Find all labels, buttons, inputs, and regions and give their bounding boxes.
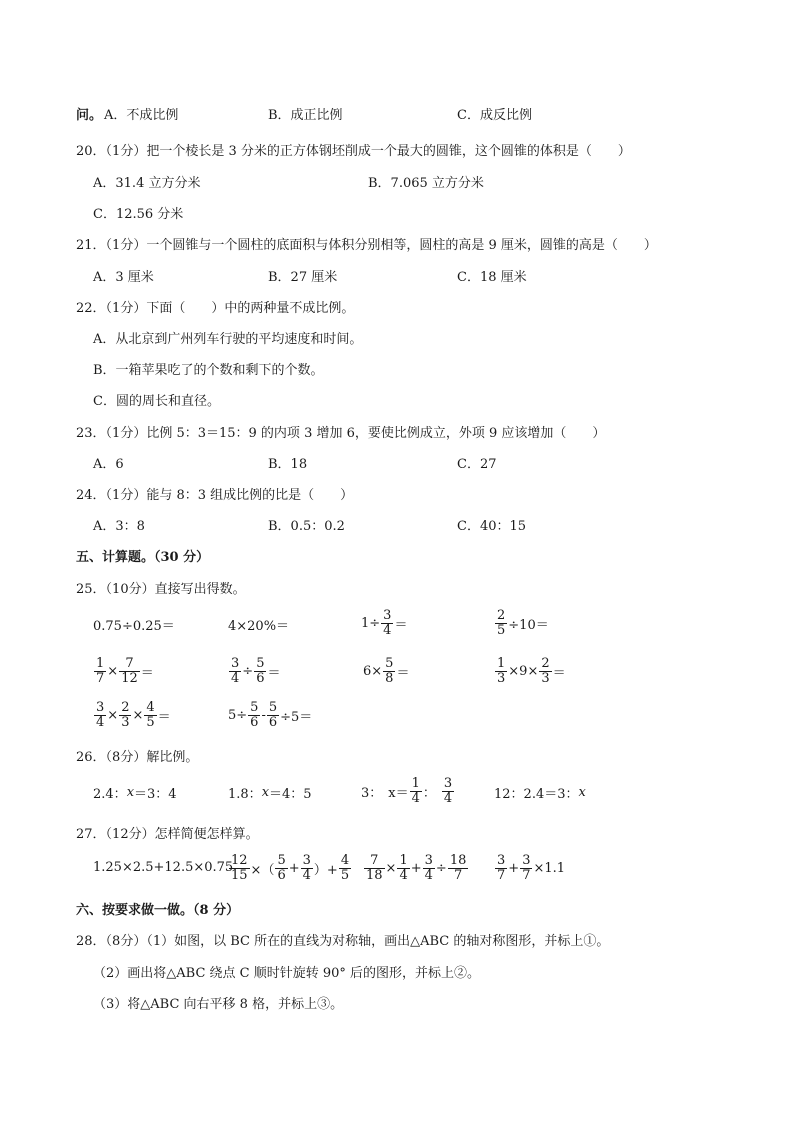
- q19-option-c: C．成反比例: [457, 108, 532, 123]
- section-5-heading: 五、计算题。（30 分）: [76, 550, 210, 565]
- fraction: $\frac{2}{3}$: [121, 700, 130, 730]
- q21-stem: 21．（1分）一个圆锥与一个圆柱的底面积与体积分别相等，圆柱的高是 9 厘米，圆锥的高是（ ）: [76, 238, 657, 253]
- q19-option-b: B．成正比例: [268, 108, 343, 123]
- q26-expr-3: 3： x＝ $\frac{1}{4}$ ： $\frac{3}{4}$: [361, 776, 453, 806]
- fraction: $\frac{7}{18}$: [366, 853, 383, 883]
- fraction: $\frac{4}{5}$: [340, 853, 350, 883]
- q20-option-a: A．31.4 立方分米: [93, 176, 201, 191]
- fraction: $\frac{2}{3}$: [541, 656, 550, 686]
- fraction: $\frac{3}{4}$: [443, 776, 453, 806]
- q24-option-a: A．3：8: [93, 519, 145, 534]
- q20-option-b: B．7.065 立方分米: [368, 176, 484, 191]
- q20-option-c: C．12.56 分米: [93, 207, 184, 222]
- q28-part-2: （2）画出将△ABC 绕点 C 顺时针旋转 90° 后的图形，并标上②。: [93, 966, 481, 981]
- fraction: $\frac{5}{6}$: [256, 656, 265, 686]
- q23-option-a: A．6: [93, 457, 124, 472]
- fraction: $\frac{18}{7}$: [449, 853, 467, 883]
- q25-expr-7: 6× $\frac{5}{8}$ ＝: [363, 656, 410, 686]
- fraction: $\frac{3}{4}$: [302, 853, 311, 883]
- q26-expr-4: 12：2.4＝3： x: [494, 785, 586, 802]
- q22-option-c: C．圆的周长和直径。: [93, 394, 220, 409]
- q25-stem: 25．（10分）直接写出得数。: [76, 582, 246, 597]
- fraction: $\frac{5}{6}$: [250, 700, 259, 730]
- fraction: $\frac{4}{5}$: [146, 700, 155, 730]
- fraction: $\frac{3}{4}$: [231, 656, 240, 686]
- q27-expr-2: $\frac{12}{15}$ ×（ $\frac{5}{6}$ + $\frac{3}{4}$ ）+ $\frac{4}{5}$: [231, 853, 350, 883]
- q26-expr-1: 2.4： x ＝3：4: [93, 785, 177, 802]
- q28-part-1: 28．（8分）（1）如图，以 BC 所在的直线为对称轴，画出△ABC 的轴对称图形，并标上①。: [76, 934, 610, 949]
- fraction: $\frac{3}{4}$: [383, 608, 392, 638]
- q27-expr-3: $\frac{7}{18}$ × $\frac{1}{4}$ + $\frac{3}{4}$ ÷ $\frac{18}{7}$: [366, 853, 467, 883]
- fraction: $\frac{3}{7}$: [522, 853, 531, 883]
- q27-expr-1: 1.25×2.5+12.5×0.75: [93, 860, 234, 875]
- fraction: $\frac{2}{5}$: [497, 608, 506, 638]
- q21-option-b: B．27 厘米: [268, 270, 338, 285]
- fraction: $\frac{5}{8}$: [385, 656, 394, 686]
- q25-expr-4: $\frac{2}{5}$ ÷10＝: [497, 608, 549, 638]
- q25-expr-2: 4×20%＝: [228, 619, 290, 634]
- q25-expr-8: $\frac{1}{3}$ ×9× $\frac{2}{3}$ ＝: [497, 656, 566, 686]
- q20-stem: 20．（1分）把一个棱长是 3 分米的正方体钢坯削成一个最大的圆锥，这个圆锥的体积是（ ）: [76, 144, 631, 159]
- fraction: $\frac{1}{7}$: [96, 656, 105, 686]
- q26-expr-2: 1.8： x ＝4：5: [228, 785, 312, 802]
- fraction: $\frac{3}{4}$: [424, 853, 433, 883]
- fraction: $\frac{3}{7}$: [497, 853, 506, 883]
- fraction: $\frac{1}{4}$: [399, 853, 408, 883]
- section-6-heading: 六、按要求做一做。（8 分）: [76, 903, 240, 918]
- fraction: $\frac{12}{15}$: [231, 853, 248, 883]
- q22-stem: 22．（1分）下面（ ）中的两种量不成比例。: [76, 301, 355, 316]
- q21-option-a: A．3 厘米: [93, 270, 154, 285]
- fraction: $\frac{7}{12}$: [121, 656, 138, 686]
- q24-option-c: C．40：15: [457, 519, 527, 534]
- q25-expr-5: $\frac{1}{7}$ × $\frac{7}{12}$ ＝: [96, 656, 154, 686]
- fraction: $\frac{5}{6}$: [277, 853, 286, 883]
- fraction: $\frac{1}{4}$: [411, 776, 420, 806]
- fraction: $\frac{1}{3}$: [497, 656, 506, 686]
- q24-stem: 24．（1分）能与 8：3 组成比例的比是（ ）: [76, 488, 354, 503]
- q22-option-b: B．一箱苹果吃了的个数和剩下的个数。: [93, 363, 324, 378]
- q25-expr-3: 1÷ $\frac{3}{4}$ ＝: [361, 608, 408, 638]
- q19-lead: 问。: [76, 108, 103, 123]
- q27-stem: 27．（12分）怎样简便怎样算。: [76, 827, 259, 842]
- q26-stem: 26．（8分）解比例。: [76, 750, 199, 765]
- fraction: $\frac{3}{4}$: [96, 700, 105, 730]
- q22-option-a: A．从北京到广州列车行驶的平均速度和时间。: [93, 332, 363, 347]
- q25-expr-9: $\frac{3}{4}$ × $\frac{2}{3}$ × $\frac{4}{5}$ ＝: [96, 700, 171, 730]
- q21-option-c: C．18 厘米: [457, 270, 527, 285]
- q25-expr-1: 0.75÷0.25＝: [93, 619, 175, 634]
- q19-option-a: A．不成比例: [104, 108, 179, 123]
- q23-stem: 23．（1分）比例 5：3＝15：9 的内项 3 增加 6，要使比例成立，外项 9 应该增加（ ）: [76, 426, 606, 441]
- q27-expr-4: $\frac{3}{7}$ + $\frac{3}{7}$ ×1.1: [497, 853, 566, 883]
- q23-option-b: B．18: [268, 457, 308, 472]
- q25-expr-10: 5÷ $\frac{5}{6}$ - $\frac{5}{6}$ ÷5＝: [228, 700, 313, 730]
- q23-option-c: C．27: [457, 457, 497, 472]
- q24-option-b: B．0.5：0.2: [268, 519, 345, 534]
- fraction: $\frac{5}{6}$: [268, 700, 278, 730]
- q25-expr-6: $\frac{3}{4}$ ÷ $\frac{5}{6}$ ＝: [231, 656, 281, 686]
- q28-part-3: （3）将△ABC 向右平移 8 格，并标上③。: [93, 997, 344, 1012]
